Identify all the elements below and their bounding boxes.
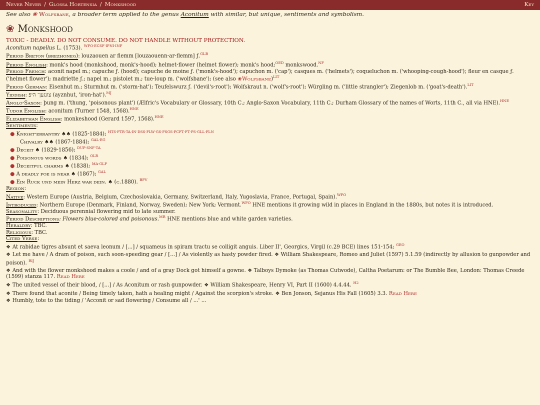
verse-item bbox=[6, 243, 534, 251]
verse-reference: William Shakespeare, Henry VI, Part II (1600) 4.4.44. bbox=[210, 283, 352, 290]
sentiment-text: Deceitful charms ♠ (1838); bbox=[16, 163, 91, 170]
source-ref[interactable]: MJ bbox=[106, 91, 112, 96]
see-also-text: , a broader term applied to the genus bbox=[68, 12, 179, 18]
name-tail: ) bbox=[270, 76, 274, 83]
verse-item bbox=[6, 268, 534, 281]
name-label: Period German bbox=[6, 84, 46, 91]
bullet-icon: ● bbox=[10, 179, 15, 186]
name-tail: monkswood. bbox=[283, 62, 319, 69]
sentiment-text: Knight-errantry ♠♠ (1825-1884); bbox=[16, 131, 107, 138]
source-ref[interactable]: GAL·EG bbox=[90, 137, 106, 142]
verse-reference: ... bbox=[201, 297, 207, 304]
link-wolfsbane[interactable]: Wolfsbane bbox=[241, 76, 271, 83]
page-title bbox=[6, 24, 534, 36]
religious-label: Religious bbox=[6, 229, 32, 236]
source-ref[interactable]: NF bbox=[318, 60, 324, 65]
descriptions-tail: HNE mentions blue and white garden varieties. bbox=[165, 216, 293, 223]
source-ref[interactable]: GAL bbox=[98, 170, 106, 175]
name-line bbox=[6, 61, 534, 69]
verse-text: The united vessel of their blood, / [...] / As Aconitum or rash gunpowder. bbox=[12, 283, 203, 290]
sentiment-item bbox=[10, 178, 534, 186]
name-line bbox=[6, 52, 534, 60]
see-also-tail: with similar, but unique, sentiments and symbolism. bbox=[210, 12, 365, 18]
descriptions-label: Period Descriptions bbox=[6, 216, 60, 223]
name-label: Elizabethan English bbox=[6, 117, 61, 124]
read-here-link[interactable]: Read Here bbox=[56, 274, 85, 281]
verse-reference: William Shakespeare, Romeo and Juliet (1597) 5.1.59 (indirectly by allusion to gunpowder and poison). bbox=[6, 252, 531, 267]
sentiment-item bbox=[10, 130, 534, 138]
introduced-tail: HNE mentions it growing wild in places in England in the 1880s, but notes it is introduced. bbox=[250, 202, 494, 209]
native-text: : Western Europe (Austria, Belgium, Czechoslovakia, Germany, Switzerland, Italy, Yugoslavia, France, Portugal, Spain). bbox=[23, 194, 337, 201]
name-text: : Eisenhut m.; Sturmhut m. ('storm-hat'); Teufelswurz ƒ. ('devil's-root'); Wolfskraut n. ('wolf's-root'); Würgling m. ('little strangler'); Ziegenlob m. ('goat's-death'). bbox=[45, 84, 468, 91]
name-text: : louzaouen ar flemm [louzaouenn-ar-flemm] ƒ. bbox=[78, 54, 201, 61]
source-ref[interactable]: GLB bbox=[200, 52, 208, 57]
sentiment-text: A deadly foe is near ♠ (1867); bbox=[16, 171, 97, 178]
breadcrumb-separator: / bbox=[99, 2, 102, 8]
verse-item bbox=[6, 298, 534, 304]
source-ref[interactable]: LIT bbox=[273, 74, 280, 79]
source-ref[interactable]: WFO bbox=[336, 192, 347, 197]
bullet-icon: ● bbox=[10, 131, 15, 138]
breadcrumb-glossa-hortensia[interactable]: Glossa Hortensia bbox=[48, 2, 97, 8]
source-ref[interactable]: HTS·FTR·TA·IN·DSS·FLW·GS·FSGS·FCFT·FT·PS·GLL·FLN bbox=[107, 129, 214, 134]
seasonality-label: Seasonality bbox=[6, 208, 38, 215]
see-also bbox=[6, 12, 534, 20]
source-ref[interactable]: DUP·SNF·TA bbox=[77, 145, 101, 150]
name-label: Yiddish bbox=[6, 92, 26, 99]
cited-verse-label: Cited Verse bbox=[6, 235, 38, 242]
sentiment-item bbox=[10, 170, 534, 178]
heraldry-text: : TBC. bbox=[30, 223, 47, 230]
name-text: : צונגען־ היפ (ayznhut, 'iron-hat'). bbox=[25, 92, 107, 99]
name-label: Period Breton (brezhoneg) bbox=[6, 54, 79, 61]
region-heading: Region: bbox=[6, 186, 27, 193]
bullet-icon: ● bbox=[10, 147, 15, 154]
toxicity-warning: TOXIC - DEADLY. DO NOT CONSUME. DO NOT HANDLE WITHOUT PROTECTION. bbox=[6, 37, 246, 44]
source-ref[interactable]: HNE bbox=[129, 107, 139, 112]
verse-reference: Talboys Dymoke (as Thomas Cutwode), Caltha Poetarum: or The Bumble Bee, London: Thomas Creede (1599) stanza 117. bbox=[6, 267, 525, 281]
key-link[interactable]: Key bbox=[524, 2, 534, 8]
name-label: Period English bbox=[6, 62, 47, 69]
sentiments-label: Sentiments bbox=[6, 123, 37, 130]
flower-icon: ❀ bbox=[32, 12, 38, 18]
introduced-label: Introduced bbox=[6, 202, 37, 209]
diamond-icon: ❖ bbox=[274, 252, 280, 259]
verse-text: At rabidae tigres absunt et saeva leonum / [...] / squameus in spiram tractu se colligit anguis. bbox=[12, 244, 258, 251]
diamond-icon: ❖ bbox=[6, 252, 11, 259]
name-text: : aconit napel m.; capuche ƒ. (hood); capuche de moine ƒ. ('monk's-hood'); capuchon m. ('cap'); casques m. ('helmets'); coqueluchon m. ('whooping-cough-hood'); fleur en casque ƒ. ('helmet flower'); madriette ƒ.; napel m.; pistolet m.; tue-loup m. ('wolfsbane'); (see also bbox=[6, 68, 514, 83]
binomial-line bbox=[6, 44, 534, 52]
breadcrumb-monkshood: Monkshood bbox=[104, 2, 137, 8]
name-text: : monk's hood (monkshood, monk's-hood); helmet-flower (helmet flower); monk's hood; bbox=[46, 62, 276, 69]
verse-item bbox=[6, 291, 534, 297]
bullet-icon: ● bbox=[10, 171, 15, 178]
name-line bbox=[6, 107, 534, 115]
binomial-name: Aconitum napellus bbox=[6, 46, 55, 53]
sentiment-text: Deceit ♠ (1829-1856); bbox=[16, 147, 76, 154]
diamond-icon: ❖ bbox=[275, 290, 280, 297]
source-ref[interactable]: GEO bbox=[395, 243, 405, 248]
title-text: Monkshood bbox=[17, 23, 73, 35]
introduced-text: : Northern Europe (Denmark, Finland, Norway, Sweden); New York; Vermont. bbox=[36, 202, 242, 209]
breadcrumb-separator: / bbox=[44, 2, 46, 8]
verse-item bbox=[6, 281, 534, 289]
verse-item bbox=[6, 252, 534, 266]
diamond-icon: ❖ bbox=[204, 283, 209, 290]
name-text: : þung m. ('thung, 'poisonous plant') (Ælfric's Vocabulary or Glossary, 10th C.; Anglo-Saxon Vocabulary, 11th C.; Durham Glossary of the names of Worts, 11th C., all via HNE). bbox=[40, 100, 501, 107]
diamond-icon: ❖ bbox=[6, 297, 11, 304]
flower-icon: ❀ bbox=[237, 76, 242, 83]
name-text: : aconitum (Turner 1548, 1568). bbox=[44, 108, 130, 115]
source-ref[interactable]: HNE bbox=[500, 99, 509, 104]
flower-icon: ❀ bbox=[6, 23, 15, 35]
diamond-icon: ❖ bbox=[6, 244, 11, 251]
cited-verse-heading: Cited Verse: bbox=[6, 235, 40, 242]
source-ref[interactable]: MR bbox=[159, 215, 166, 220]
sentiment-item bbox=[20, 138, 534, 146]
sentiment-text: Poisonous words ♠ (1834); bbox=[16, 155, 89, 162]
article bbox=[6, 12, 534, 304]
sentiment-text: Ein Ruck und mein Herz war dein. ♠ (c.1880). bbox=[16, 179, 138, 186]
name-text: : monkeshood (Gerard 1597, 1568). bbox=[60, 117, 155, 124]
name-line bbox=[6, 91, 534, 99]
source-ref[interactable]: HNE bbox=[154, 115, 164, 120]
read-here-link[interactable]: Read Here bbox=[388, 290, 417, 297]
name-line bbox=[6, 69, 534, 83]
source-ref[interactable]: BFV bbox=[139, 178, 148, 183]
sentiment-item bbox=[10, 162, 534, 170]
link-wolfsbane[interactable]: Wolfsbane bbox=[39, 12, 69, 18]
name-line bbox=[6, 83, 534, 91]
native-label: Native bbox=[6, 194, 24, 201]
sentiment-text: Chivalry ♠♠ (1867-1884); bbox=[20, 139, 90, 146]
sentiment-item bbox=[10, 146, 534, 154]
diamond-icon: ❖ bbox=[247, 267, 253, 274]
name-label: Tudor English bbox=[6, 108, 45, 115]
descriptions-line bbox=[6, 215, 534, 223]
diamond-icon: ❖ bbox=[6, 290, 11, 297]
link-aconitum[interactable]: Aconitum bbox=[180, 12, 209, 18]
verse-text: There found that aconite / Being timely taken, hath a healing might / Against the scorpion's stroke. bbox=[12, 290, 274, 297]
native-line bbox=[6, 193, 534, 201]
sentiments-heading: Sentiments: bbox=[6, 123, 38, 130]
binomial-tail: L. (1753). bbox=[56, 46, 83, 53]
region-label: Region bbox=[6, 186, 25, 193]
descriptions-text: : Flowers blue-colored and poisonous. bbox=[59, 216, 160, 223]
diamond-icon: ❖ bbox=[6, 267, 11, 274]
source-ref[interactable]: H2 bbox=[353, 281, 359, 286]
verse-text: Let me have / A dram of poison, such soon-speeding gear / [...] / As violently as hasty powder fired. bbox=[12, 252, 273, 259]
source-ref[interactable]: OED bbox=[275, 60, 284, 65]
name-label: Anglo-Saxon bbox=[6, 100, 41, 107]
name-label: Period French bbox=[6, 68, 45, 75]
breadcrumb-never-never[interactable]: Never Never bbox=[6, 2, 42, 8]
verse-text: Humbly, tote to the tiding / 'Acconit or sad flowering / Consume all / ...' bbox=[12, 297, 200, 304]
see-also-prefix: See also bbox=[6, 12, 31, 18]
source-ref[interactable]: LIT bbox=[467, 83, 474, 87]
verse-text: And with the flower monkshood makes a coole / and of a gray Dock got himself a gowne. bbox=[12, 267, 246, 274]
verse-reference: Liber II', Georgics, Virgil (c.29 BCE) lines 151-154; bbox=[259, 244, 395, 251]
source-ref[interactable]: MA·GLP bbox=[91, 162, 107, 167]
name-line bbox=[6, 115, 534, 123]
source-ref[interactable]: OLR bbox=[90, 153, 99, 158]
diamond-icon: ❖ bbox=[6, 283, 11, 290]
source-ref[interactable]: RIJ bbox=[28, 258, 35, 263]
seasonality-text: : Deciduous perennial flowering mid to late summer. bbox=[37, 208, 176, 215]
source-ref[interactable]: WFO·ECSF·IPNI·INF bbox=[83, 44, 123, 49]
religious-text: : TBC. bbox=[31, 229, 48, 236]
name-line bbox=[6, 99, 534, 107]
source-ref[interactable]: WFO bbox=[241, 200, 251, 205]
sentiment-item bbox=[10, 154, 534, 162]
breadcrumb bbox=[6, 0, 136, 10]
heraldry-label: Heraldry bbox=[6, 223, 31, 230]
bullet-icon: ● bbox=[10, 155, 15, 162]
introduced-line bbox=[6, 201, 534, 209]
top-navigation-bar bbox=[0, 0, 540, 10]
bullet-icon: ● bbox=[10, 163, 15, 170]
verse-reference: Ben Jonson, Sejanus His Fall (1605) 3.3. bbox=[281, 290, 388, 297]
